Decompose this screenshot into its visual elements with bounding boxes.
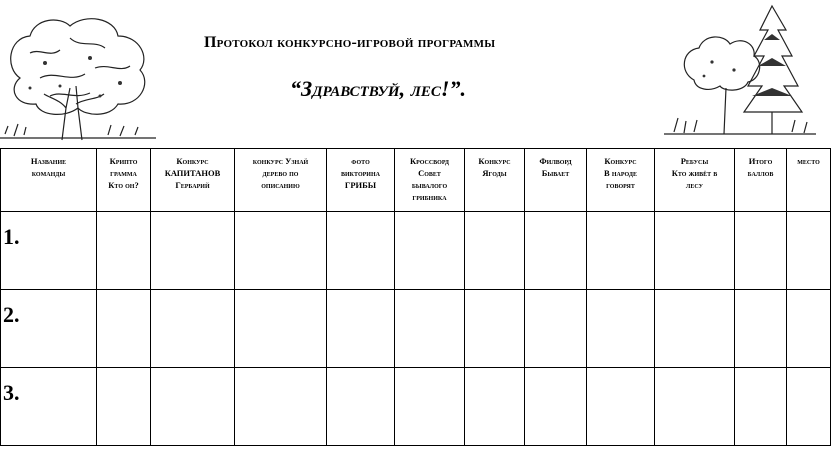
column-header-line: фото xyxy=(351,156,370,166)
score-cell xyxy=(395,290,465,368)
team-name-cell xyxy=(1,368,97,446)
score-cell xyxy=(151,368,235,446)
score-cell xyxy=(395,212,465,290)
score-cell xyxy=(327,212,395,290)
column-header-line: Конкурс xyxy=(478,156,511,166)
column-header-line: Конкурс xyxy=(176,156,209,166)
column-header xyxy=(327,149,395,212)
row-number: 1. xyxy=(3,224,20,249)
column-header xyxy=(151,149,235,212)
score-cell xyxy=(327,290,395,368)
score-cell xyxy=(735,212,787,290)
column-header-line: лесу xyxy=(685,180,704,190)
score-cell xyxy=(655,290,735,368)
score-cell xyxy=(655,212,735,290)
column-header xyxy=(235,149,327,212)
score-cell xyxy=(235,290,327,368)
score-cell xyxy=(735,368,787,446)
score-cell xyxy=(787,212,831,290)
column-header-line: Кто он? xyxy=(108,180,139,190)
header-row xyxy=(1,149,831,212)
score-cell xyxy=(655,368,735,446)
tree-illustration-right xyxy=(664,0,816,140)
team-row xyxy=(1,290,831,368)
column-header xyxy=(525,149,587,212)
column-header xyxy=(97,149,151,212)
score-cell xyxy=(735,290,787,368)
column-header-line: описанию xyxy=(261,180,300,190)
score-table xyxy=(0,148,831,446)
column-header-line: Гербарий xyxy=(175,180,210,190)
column-header-line: Название xyxy=(30,156,67,166)
team-name-cell xyxy=(1,290,97,368)
score-cell xyxy=(151,212,235,290)
score-cell xyxy=(151,290,235,368)
column-header-line: Кроссворд xyxy=(409,156,450,166)
column-header-line: Крипто xyxy=(109,156,138,166)
column-header-line: викторина xyxy=(341,168,380,178)
column-header-line: бывалого xyxy=(411,180,448,190)
column-header-line: место xyxy=(797,156,820,166)
score-cell xyxy=(525,212,587,290)
score-cell xyxy=(525,290,587,368)
column-header xyxy=(395,149,465,212)
score-cell xyxy=(395,368,465,446)
score-cell xyxy=(97,368,151,446)
score-cell xyxy=(235,212,327,290)
team-name-cell xyxy=(1,212,97,290)
score-cell xyxy=(465,212,525,290)
row-number: 3. xyxy=(3,380,20,405)
program-name: “Здравствуй, лес!”. xyxy=(290,76,466,101)
column-header-line: Конкурс xyxy=(604,156,637,166)
score-cell xyxy=(97,290,151,368)
column-header-line: баллов xyxy=(747,168,774,178)
column-header xyxy=(735,149,787,212)
score-cell xyxy=(587,212,655,290)
score-cell xyxy=(787,290,831,368)
score-cell xyxy=(97,212,151,290)
score-cell xyxy=(587,290,655,368)
column-header-line: КАПИТАНОВ xyxy=(164,168,221,178)
team-row xyxy=(1,368,831,446)
column-header-line: грибника xyxy=(412,192,447,202)
column-header-line: конкурс Узнай xyxy=(252,156,309,166)
column-header-line: Ягоды xyxy=(482,168,507,178)
score-cell xyxy=(327,368,395,446)
column-header-line: грамма xyxy=(110,168,137,178)
column-header xyxy=(655,149,735,212)
column-header-line: В народе xyxy=(604,168,637,178)
score-cell xyxy=(465,368,525,446)
column-header-line: Филворд xyxy=(539,156,572,166)
column-header-line: Бывает xyxy=(541,168,570,178)
team-row xyxy=(1,212,831,290)
score-cell xyxy=(465,290,525,368)
column-header xyxy=(1,149,97,212)
column-header-line: Кто живёт в xyxy=(671,168,718,178)
column-header-line: дерево по xyxy=(262,168,299,178)
column-header-line: Итого xyxy=(748,156,773,166)
column-header-line: Ребусы xyxy=(680,156,709,166)
column-header-line: ГРИБЫ xyxy=(344,180,377,190)
tree-illustration-left xyxy=(0,8,156,140)
score-cell xyxy=(787,368,831,446)
score-cell xyxy=(525,368,587,446)
column-header-line: говорят xyxy=(606,180,635,190)
row-number: 2. xyxy=(3,302,20,327)
column-header-line: команды xyxy=(31,168,66,178)
column-header-line: Совет xyxy=(418,168,441,178)
column-header xyxy=(787,149,831,212)
column-header xyxy=(587,149,655,212)
protocol-title: Протокол конкурсно-игровой программы xyxy=(204,34,496,51)
column-header xyxy=(465,149,525,212)
score-cell xyxy=(235,368,327,446)
score-cell xyxy=(587,368,655,446)
